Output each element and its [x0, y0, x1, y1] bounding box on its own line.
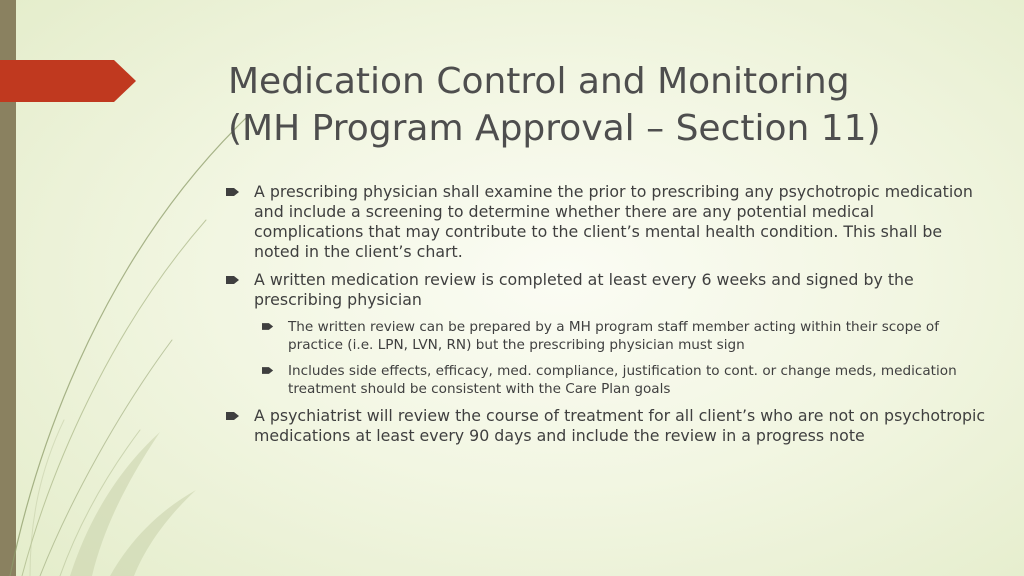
arrow-bullet-icon [262, 322, 274, 331]
arrow-bullet-icon [262, 366, 274, 375]
bullet-item [226, 182, 986, 262]
arrow-bullet-icon [226, 275, 240, 285]
arrow-bullet-icon [226, 411, 240, 421]
title-line-1: Medication Control and Monitoring [228, 61, 850, 102]
bullet-text: A prescribing physician shall examine the prior to prescribing any psychotropic medication and include a screening to determine whether there are any potential medical complications that may contribute to the client’s mental health condition. This shall be noted in the client’s chart. [254, 182, 973, 261]
slide-title [228, 58, 988, 152]
title-line-2: (MH Program Approval – Section 11) [228, 108, 881, 149]
arrow-bullet-icon [226, 187, 240, 197]
sub-bullet-item [262, 318, 986, 354]
sub-bullet-text: Includes side effects, efficacy, med. compliance, justification to cont. or change meds, medication treatment should be consistent with the Care Plan goals [288, 363, 957, 397]
slide-content [226, 182, 986, 454]
bullet-text: A psychiatrist will review the course of treatment for all client’s who are not on psychotropic medications at least every 90 days and include the review in a progress note [254, 406, 986, 445]
bullet-text: A written medication review is completed at least every 6 weeks and signed by the prescribing physician [254, 270, 914, 309]
sub-bullet-item [262, 362, 986, 398]
bullet-item [226, 270, 986, 310]
bullet-item [226, 406, 986, 446]
sub-bullet-text: The written review can be prepared by a MH program staff member acting within their scope of practice (i.e. LPN, LVN, RN) but the prescribing physician must sign [288, 319, 939, 353]
title-accent-arrow [0, 60, 136, 102]
